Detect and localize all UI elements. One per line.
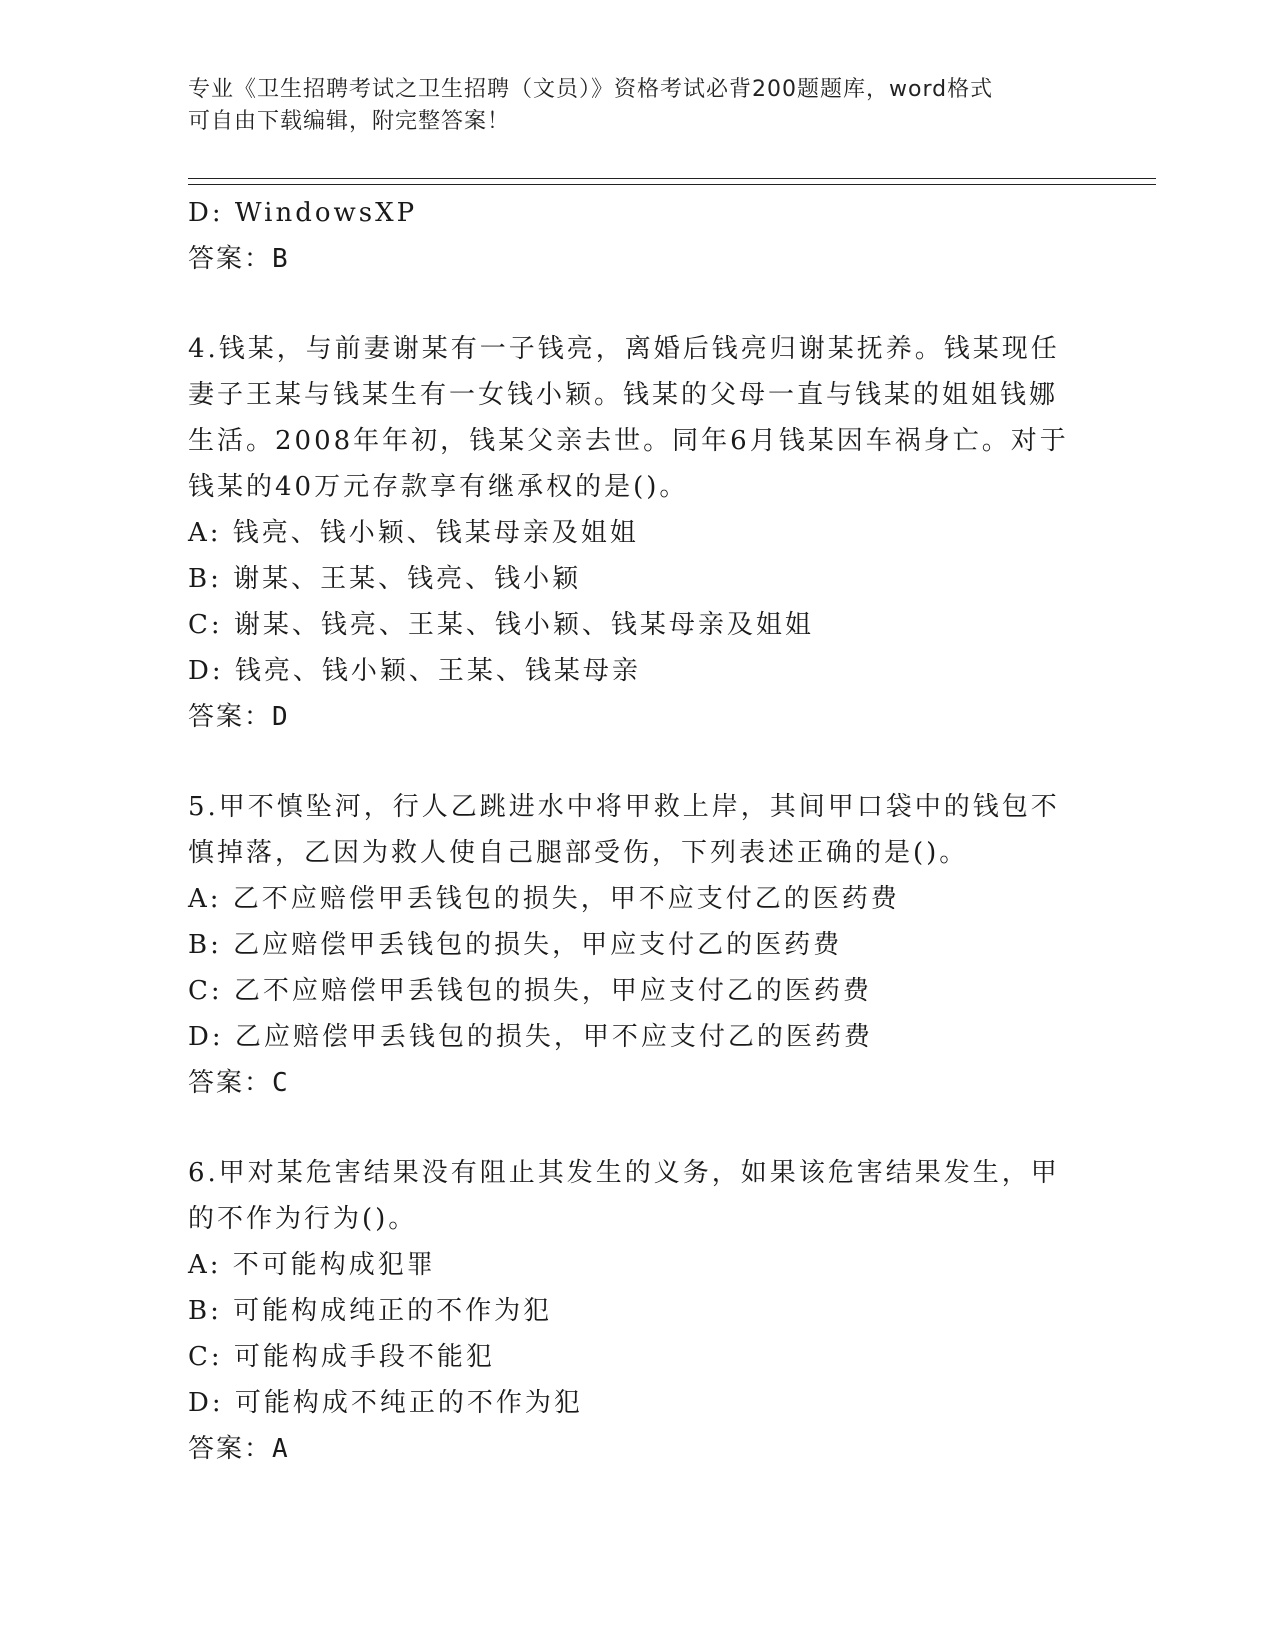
document-header	[188, 74, 1068, 138]
answer-line	[188, 1426, 1088, 1472]
answer-value: A	[272, 1434, 289, 1464]
question-6	[188, 1150, 1088, 1472]
option-b: B: 可能构成纯正的不作为犯	[188, 1296, 553, 1326]
question-stem-line: 6.甲对某危害结果没有阻止其发生的义务，如果该危害结果发生，甲	[188, 1158, 1060, 1188]
question-stem-line: 4.钱某，与前妻谢某有一子钱亮，离婚后钱亮归谢某抚养。钱某现任	[188, 334, 1060, 364]
option-b: B: 乙应赔偿甲丢钱包的损失，甲应支付乙的医药费	[188, 930, 843, 960]
header-rule-bottom	[188, 184, 1156, 185]
answer-value: D	[272, 702, 289, 732]
answer-label: 答案：	[188, 244, 273, 274]
answer-line	[188, 236, 1088, 282]
option-c: C: 可能构成手段不能犯	[188, 1342, 495, 1372]
header-line-2: 可自由下载编辑，附完整答案！	[188, 109, 511, 134]
option-d: D: 可能构成不纯正的不作为犯	[188, 1388, 583, 1418]
previous-question-tail	[188, 190, 1088, 282]
answer-line	[188, 1060, 1088, 1106]
answer-value: C	[272, 1068, 289, 1098]
answer-label: 答案：	[188, 702, 273, 732]
question-stem-line: 钱某的40万元存款享有继承权的是()。	[188, 472, 689, 502]
question-stem-line: 5.甲不慎坠河，行人乙跳进水中将甲救上岸，其间甲口袋中的钱包不	[188, 792, 1060, 822]
option-a: A: 钱亮、钱小颖、钱某母亲及姐姐	[188, 518, 639, 548]
option-a: A: 不可能构成犯罪	[188, 1250, 436, 1280]
answer-label: 答案：	[188, 1068, 273, 1098]
option-a: A: 乙不应赔偿甲丢钱包的损失，甲不应支付乙的医药费	[188, 884, 900, 914]
option-d: D: WindowsXP	[188, 198, 418, 228]
option-d: D: 乙应赔偿甲丢钱包的损失，甲不应支付乙的医药费	[188, 1022, 873, 1052]
answer-label: 答案：	[188, 1434, 273, 1464]
header-rule-top	[188, 178, 1156, 179]
option-b: B: 谢某、王某、钱亮、钱小颖	[188, 564, 582, 594]
header-line-1: 专业《卫生招聘考试之卫生招聘（文员）》资格考试必背200题题库，word格式	[188, 77, 994, 102]
question-4	[188, 326, 1088, 740]
document-body	[188, 190, 1088, 1472]
question-stem-line: 的不作为行为()。	[188, 1204, 418, 1234]
question-stem-line: 生活。2008年年初，钱某父亲去世。同年6月钱某因车祸身亡。对于	[188, 426, 1069, 456]
question-stem-line: 慎掉落，乙因为救人使自己腿部受伤，下列表述正确的是()。	[188, 838, 969, 868]
option-c: C: 谢某、钱亮、王某、钱小颖、钱某母亲及姐姐	[188, 610, 814, 640]
question-stem-line: 妻子王某与钱某生有一女钱小颖。钱某的父母一直与钱某的姐姐钱娜	[188, 380, 1059, 410]
option-c: C: 乙不应赔偿甲丢钱包的损失，甲应支付乙的医药费	[188, 976, 872, 1006]
option-d: D: 钱亮、钱小颖、王某、钱某母亲	[188, 656, 641, 686]
question-5	[188, 784, 1088, 1106]
answer-value: B	[272, 244, 289, 274]
answer-line	[188, 694, 1088, 740]
